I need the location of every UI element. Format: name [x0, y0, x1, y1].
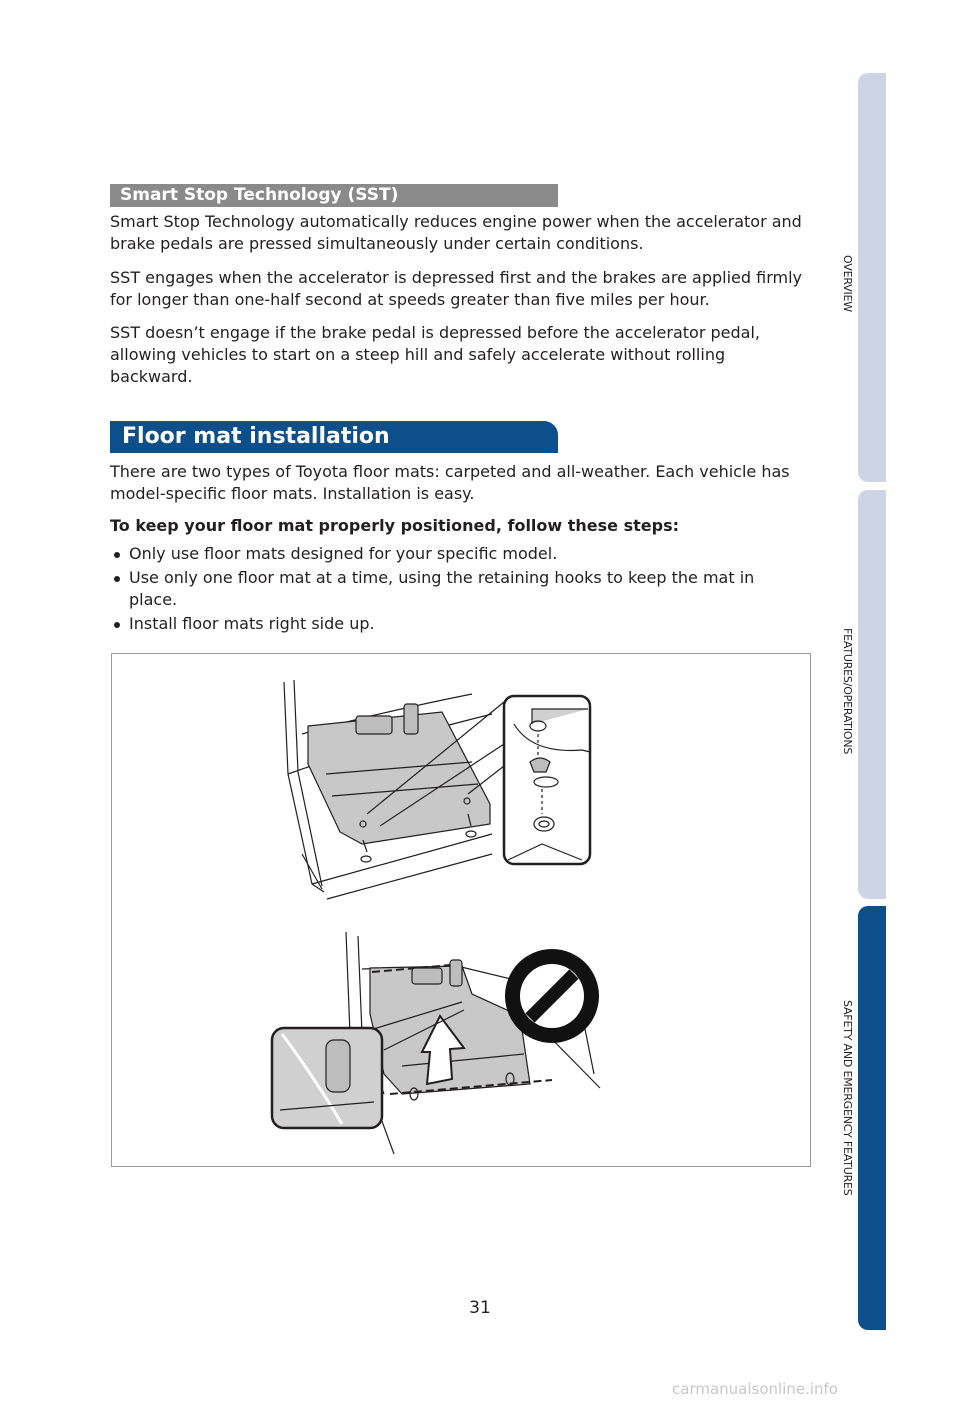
floor-mat-heading-bar [110, 421, 558, 453]
floor-mat-heading: Floor mat installation [122, 424, 390, 449]
tab-features-operations[interactable] [858, 490, 886, 899]
tab-safety-emergency[interactable] [858, 906, 886, 1330]
steps-list [110, 543, 800, 637]
floor-mat-diagram [112, 654, 812, 1168]
sst-paragraph: SST engages when the accelerator is depressed first and the brakes are applied firmly for longer than one-half second at speeds greater than five miles per hour. [110, 268, 802, 309]
steps-title: To keep your floor mat properly positioned, follow these steps: [110, 516, 679, 535]
watermark: carmanualsonline.info [672, 1380, 838, 1398]
tab-overview[interactable] [858, 73, 886, 482]
floor-mat-intro: There are two types of Toyota floor mats: carpeted and all-weather. Each vehicle has model-specific floor mats. Installation is easy. [110, 462, 790, 503]
tab-safety-emergency-label: SAFETY AND EMERGENCY FEATURES [841, 1000, 854, 1196]
tab-features-operations-label: FEATURES/OPERATIONS [841, 628, 854, 755]
sst-paragraph: Smart Stop Technology automatically reduces engine power when the accelerator and brake pedals are pressed simultaneously under certain conditions. [110, 212, 802, 253]
correct-installation-scene [284, 680, 590, 899]
list-item: Only use floor mats designed for your specific model. [110, 543, 800, 565]
sst-heading: Smart Stop Technology (SST) [120, 185, 399, 205]
floor-mat-illustration [111, 653, 811, 1167]
page-number: 31 [469, 1298, 491, 1318]
sst-heading-bar [110, 184, 558, 207]
prohibited-icon [505, 949, 599, 1043]
tab-overview-label: OVERVIEW [841, 255, 854, 312]
sst-paragraph: SST doesn’t engage if the brake pedal is depressed before the accelerator pedal, allowing vehicles to start on a steep hill and safely accelerate without rolling backward. [110, 323, 760, 386]
list-item: Install floor mats right side up. [110, 613, 800, 635]
list-item: Use only one floor mat at a time, using the retaining hooks to keep the mat in place. [110, 567, 800, 611]
